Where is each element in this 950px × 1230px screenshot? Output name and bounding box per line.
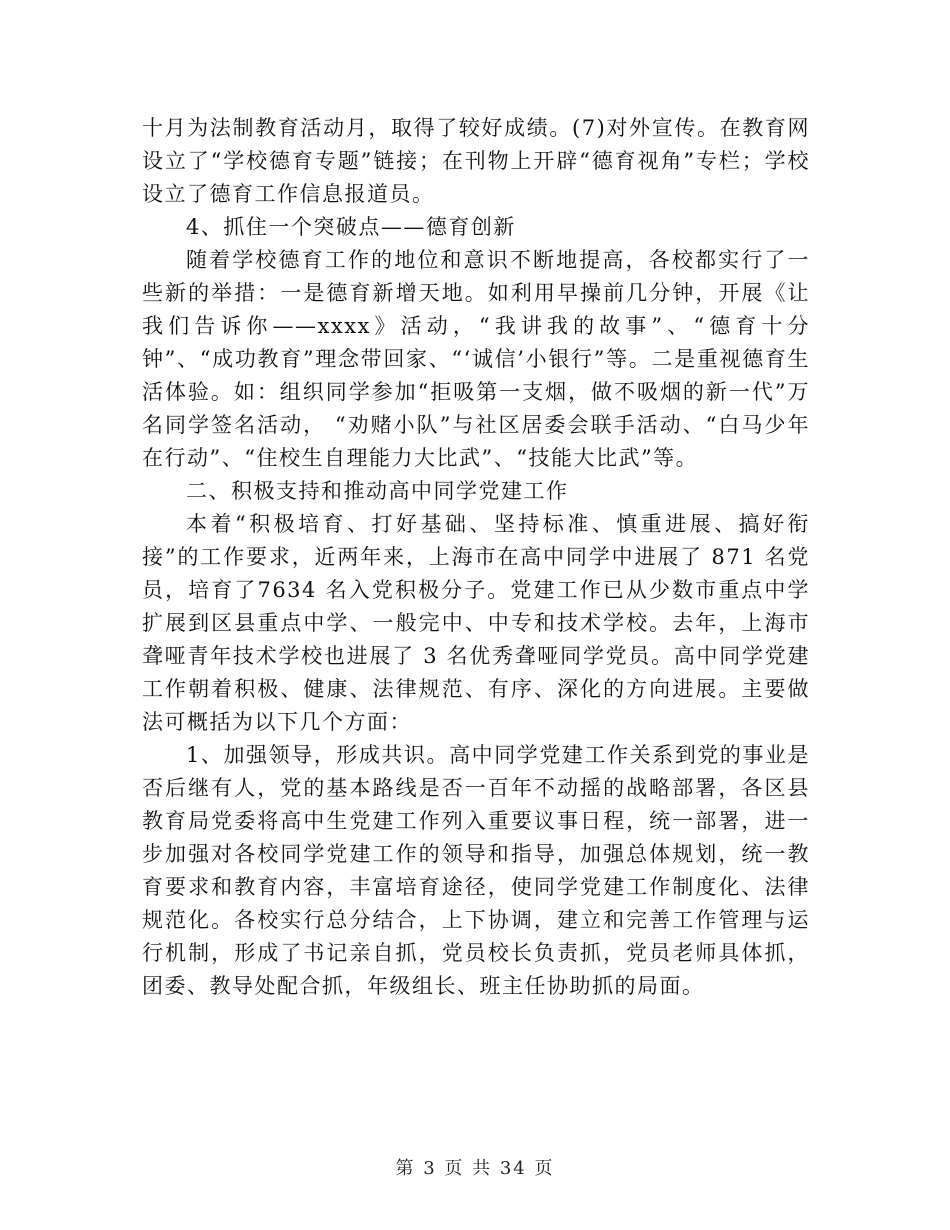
paragraph-6: 1、加强领导，形成共识。高中同学党建工作关系到党的事业是否后继有人，党的基本路线是否一百年不动摇的战略部署，各区县教育局党委将高中生党建工作列入重要议事日程，统一部署，进一步加强对各校同学党建工作的领导和指导，加强总体规划，统一教育要求和教育内容，丰富培育途径，使同学党建工作制度化、法律规范化。各校实行总分结合，上下协调，建立和完善工作管理与运行机制，形成了书记亲自抓，党员校长负责抓，党员老师具体抓，团委、教导处配合抓，年级组长、班主任协助抓的局面。 <box>142 743 810 998</box>
section-heading-innovation: 4、抓住一个突破点——德育创新 <box>186 215 516 239</box>
paragraph-1: 十月为法制教育活动月，取得了较好成绩。(7)对外宣传。在教育网设立了“学校德育专题”链接；在刊物上开辟“德育视角”专栏；学校设立了德育工作信息报道员。 <box>142 116 810 206</box>
paragraph-3: 随着学校德育工作的地位和意识不断地提高，各校都实行了一些新的举措：一是德育新增天地。如利用早操前几分钟，开展《让我们告诉你——xxxx》活动，“我讲我的故事”、“德育十分钟”、“成功教育”理念带回家、“‘诚信’小银行”等。二是重视德育生活体验。如：组织同学参加“拒吸第一支烟，做不吸烟的新一代”万名同学签名活动， “劝赌小队”与社区居委会联手活动、“白马少年在行动”、“住校生自理能力大比武”、“技能大比武”等。 <box>142 248 810 470</box>
document-body <box>142 112 810 1003</box>
section-heading-party-building: 二、积极支持和推动高中同学党建工作 <box>186 479 569 503</box>
page-footer: 第 3 页 共 34 页 <box>395 1158 555 1179</box>
paragraph-5: 本着“积极培育、打好基础、坚持标准、慎重进展、搞好衔接”的工作要求，近两年来，上海市在高中同学中进展了 871 名党员，培育了7634 名入党积极分子。党建工作已从少数市重点中学扩展到区县重点中学、一般完中、中专和技术学校。去年，上海市聋哑青年技术学校也进展了 3 名优秀聋哑同学党员。高中同学党建工作朝着积极、健康、法律规范、有序、深化的方向进展。主要做法可概括为以下几个方面： <box>142 512 810 734</box>
